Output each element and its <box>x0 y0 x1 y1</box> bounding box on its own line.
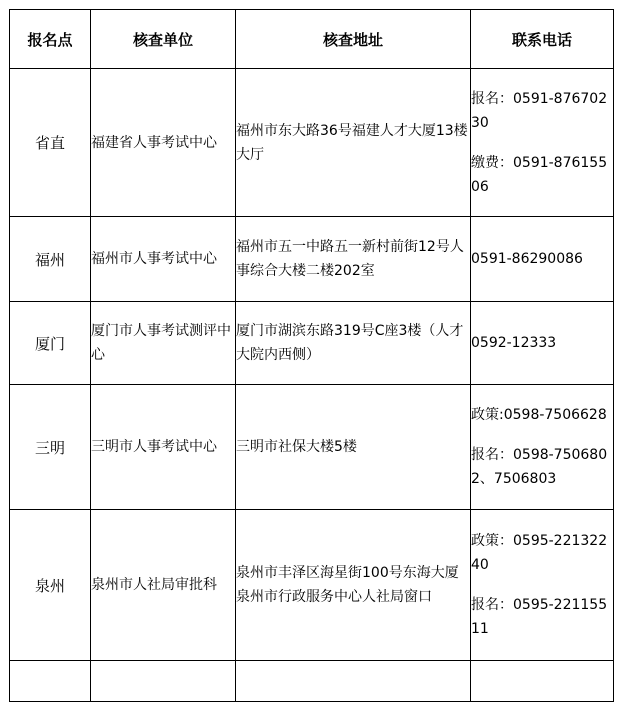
table-row <box>10 69 614 217</box>
cell-site: 省直 <box>10 69 91 217</box>
cell-unit: 三明市人事考试中心 <box>91 385 236 510</box>
cell-site: 福州 <box>10 217 91 302</box>
header-phone: 联系电话 <box>471 10 614 69</box>
header-unit: 核查单位 <box>91 10 236 69</box>
cell-unit: 福州市人事考试中心 <box>91 217 236 302</box>
cell-phone <box>471 217 614 302</box>
table-row-partial <box>10 661 614 702</box>
cell-phone <box>471 385 614 510</box>
cell-site: 三明 <box>10 385 91 510</box>
header-site: 报名点 <box>10 10 91 69</box>
cell-phone <box>471 69 614 217</box>
table-row <box>10 302 614 385</box>
cell-address: 福州市五一中路五一新村前街12号人事综合大楼二楼202室 <box>236 217 471 302</box>
phone-line: 报名：0595-22115511 <box>471 597 608 637</box>
cell-empty <box>10 661 91 702</box>
cell-unit: 泉州市人社局审批科 <box>91 510 236 661</box>
cell-unit: 厦门市人事考试测评中心 <box>91 302 236 385</box>
verification-sites-table <box>9 9 614 702</box>
cell-phone <box>471 510 614 661</box>
phone-line: 0592-12333 <box>471 335 557 351</box>
phone-line: 缴费：0591-87615506 <box>471 154 608 195</box>
cell-address: 泉州市丰泽区海星街100号东海大厦泉州市行政服务中心人社局窗口 <box>236 510 471 661</box>
cell-site: 厦门 <box>10 302 91 385</box>
cell-address: 厦门市湖滨东路319号C座3楼（人才大院内西侧） <box>236 302 471 385</box>
phone-line: 政策：0595-22132240 <box>471 533 608 573</box>
phone-line: 0591-86290086 <box>471 251 583 267</box>
header-address: 核查地址 <box>236 10 471 69</box>
cell-unit: 福建省人事考试中心 <box>91 69 236 217</box>
cell-empty <box>236 661 471 702</box>
cell-empty <box>91 661 236 702</box>
cell-phone <box>471 302 614 385</box>
cell-address: 福州市东大路36号福建人才大厦13楼大厅 <box>236 69 471 217</box>
cell-address: 三明市社保大楼5楼 <box>236 385 471 510</box>
phone-line: 报名：0591-87670230 <box>471 90 608 131</box>
phone-line: 政策:0598-7506628 <box>471 407 607 423</box>
table-row <box>10 385 614 510</box>
cell-site: 泉州 <box>10 510 91 661</box>
table-row <box>10 510 614 661</box>
phone-line: 报名：0598-7506802、7506803 <box>471 447 608 487</box>
cell-empty <box>471 661 614 702</box>
table-row <box>10 217 614 302</box>
table-header-row <box>10 10 614 69</box>
